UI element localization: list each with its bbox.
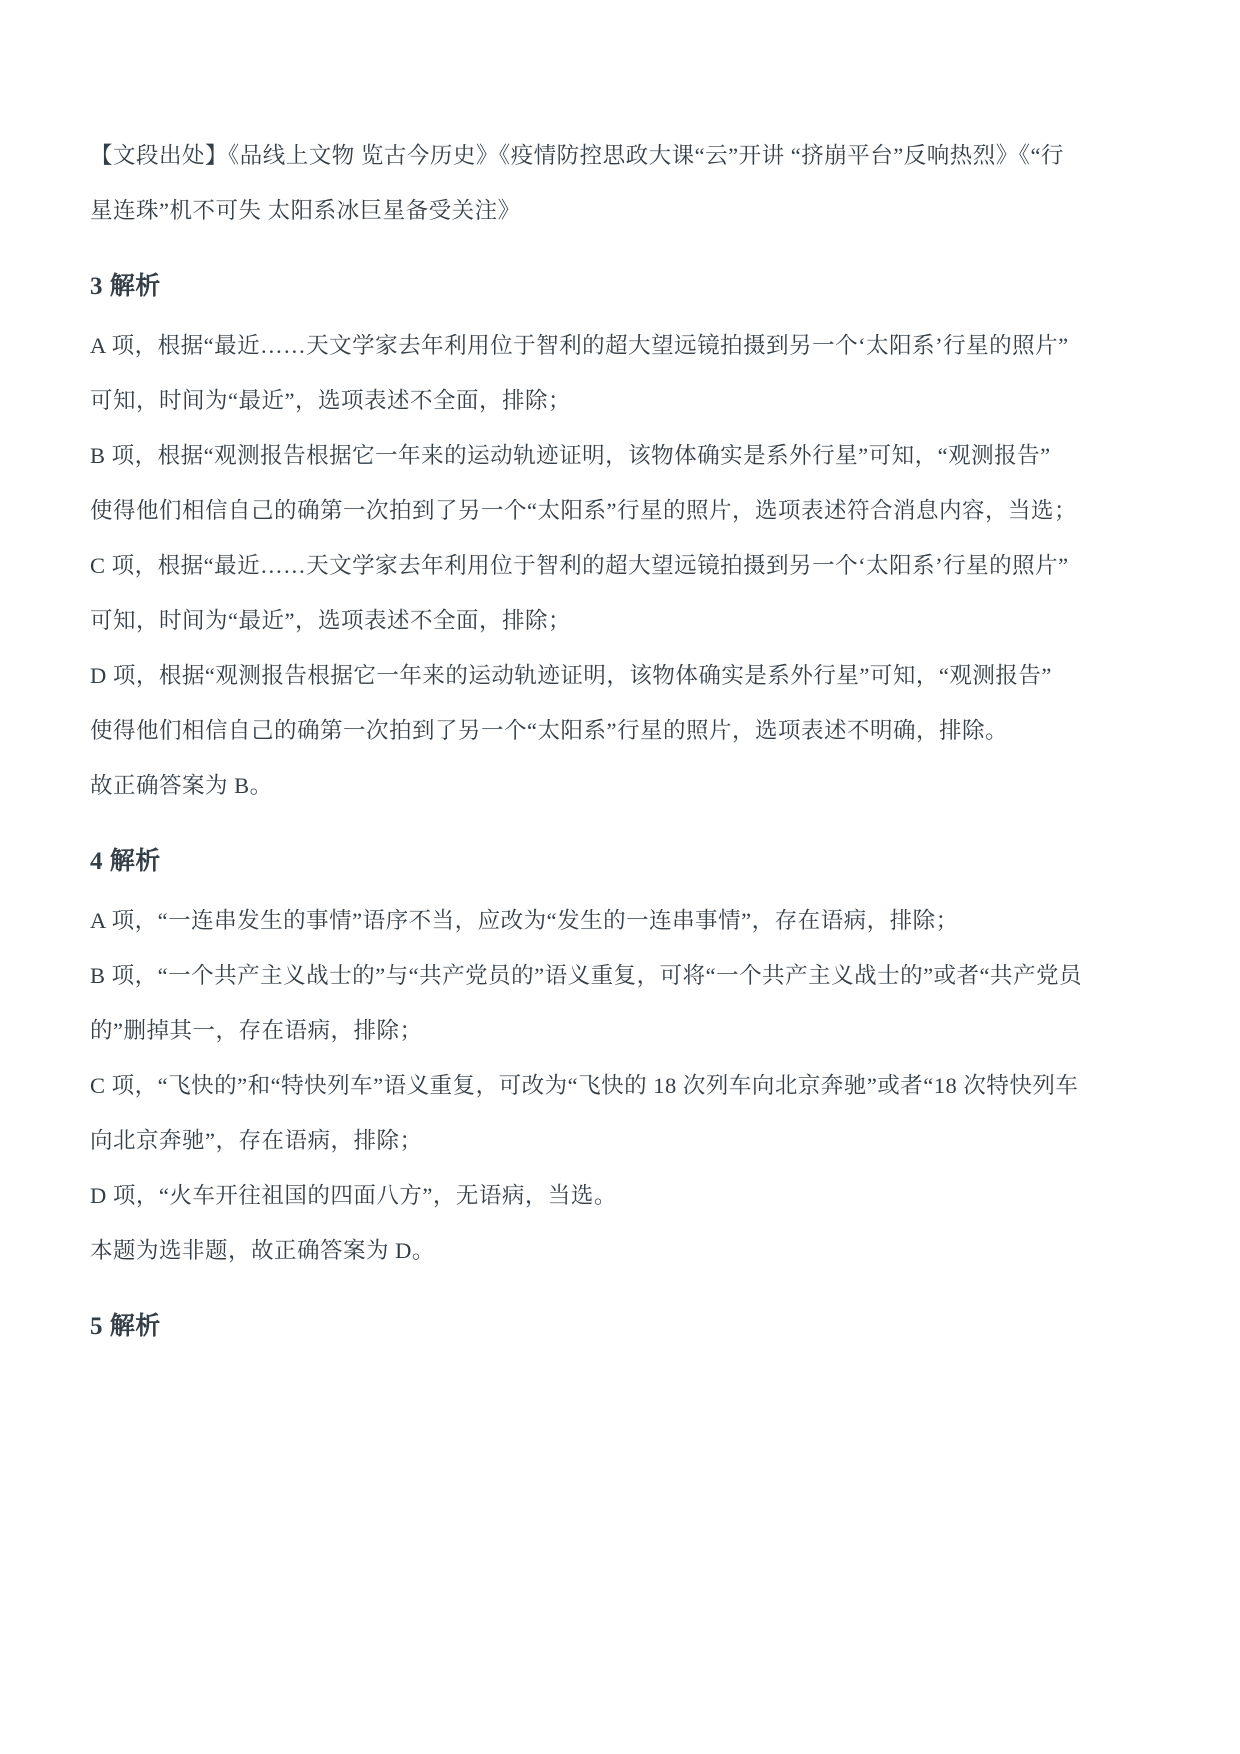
- section-q3-body: [90, 318, 1077, 813]
- analysis-line-option-c: C 项，“飞快的”和“特快列车”语义重复，可改为“飞快的 18 次列车向北京奔驰”或者“18 次特快列车: [90, 1073, 1079, 1098]
- analysis-line-option-b: 的”删掉其一，存在语病，排除；: [90, 1018, 423, 1043]
- source-note-line: 星连珠”机不可失 太阳系冰巨星备受关注》: [90, 198, 521, 223]
- analysis-line-option-d: D 项，根据“观测报告根据它一年来的运动轨迹证明，该物体确实是系外行星”可知，“观测报告”: [90, 663, 1052, 688]
- analysis-line-option-c: C 项，根据“最近……天文学家去年利用位于智利的超大望远镜拍摄到另一个‘太阳系’行星的照片”: [90, 553, 1069, 578]
- analysis-line-option-d: 使得他们相信自己的确第一次拍到了另一个“太阳系”行星的照片，选项表述不明确，排除。: [90, 718, 1008, 743]
- answer-line-q4: 本题为选非题，故正确答案为 D。: [90, 1238, 435, 1263]
- section-heading-q5: 5 解析: [90, 1313, 161, 1340]
- analysis-line-option-d: D 项，“火车开往祖国的四面八方”，无语病，当选。: [90, 1183, 617, 1208]
- analysis-line-option-b: 使得他们相信自己的确第一次拍到了另一个“太阳系”行星的照片，选项表述符合消息内容，当选；: [90, 498, 1077, 523]
- analysis-line-option-c: 可知，时间为“最近”，选项表述不全面，排除；: [90, 608, 571, 633]
- answer-line-q3: 故正确答案为 B。: [90, 773, 273, 798]
- analysis-line-option-a: A 项，根据“最近……天文学家去年利用位于智利的超大望远镜拍摄到另一个‘太阳系’行星的照片”: [90, 333, 1069, 358]
- analysis-line-option-a: A 项，“一连串发生的事情”语序不当，应改为“发生的一连串事情”，存在语病，排除；: [90, 908, 959, 933]
- analysis-line-option-c: 向北京奔驰”，存在语病，排除；: [90, 1128, 423, 1153]
- section-q4-body: [90, 893, 1083, 1278]
- section-heading-q4: 4 解析: [90, 848, 161, 875]
- analysis-line-option-b: B 项，根据“观测报告根据它一年来的运动轨迹证明，该物体确实是系外行星”可知，“观测报告”: [90, 443, 1051, 468]
- analysis-line-option-b: B 项，“一个共产主义战士的”与“共产党员的”语义重复，可将“一个共产主义战士的”或者“共产党员: [90, 963, 1083, 988]
- analysis-line-option-a: 可知，时间为“最近”，选项表述不全面，排除；: [90, 388, 571, 413]
- source-note-line: 【文段出处】《品线上文物 览古今历史》《疫情防控思政大课“云”开讲 “挤崩平台”反响热烈》《“行: [90, 143, 1064, 168]
- source-note-paragraph: [90, 128, 1064, 238]
- section-heading-q3: 3 解析: [90, 273, 161, 300]
